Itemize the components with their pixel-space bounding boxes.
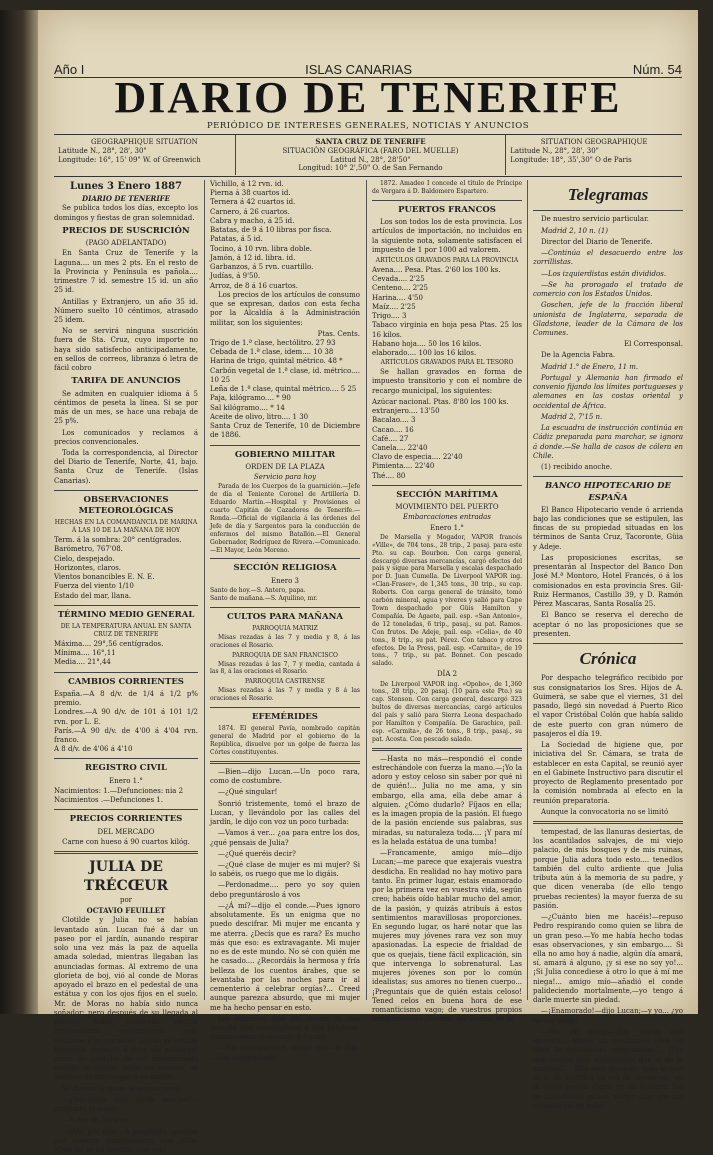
separator bbox=[533, 210, 683, 211]
banco-text: Las proposiciones escritas, se presentarán al Inspector del Banco Don José M.ª Montoro, Hotel Francés, ó á los comisionados en esta provincia Sres. Gil-Ruiz Hermanos, Castillo 39, y D. Ramón Pérez Mascaras, Santa Rosalía 25. bbox=[533, 553, 683, 609]
cronica-text: La Sociedad de higiene que, por iniciativa del Sr. Cámara, se trata de establecer en esta Capital, se reunió ayer en el Gabinete Instructivo para discutir el proyecto de Reglamento presentado por la comisión nombrada al efecto en la reunión preparatoria. bbox=[533, 741, 683, 805]
meteo-line: Fuerza del viento 1/10 bbox=[54, 582, 134, 591]
price-item: Jamón, á 12 id. libra. id. bbox=[210, 253, 296, 262]
meteo-line: Barómetro, 767'08. bbox=[54, 545, 123, 554]
year-label: Año I bbox=[54, 62, 85, 77]
geo-left-lat: Latitude N., 28°, 28', 30" bbox=[58, 146, 147, 155]
geo-left-lon: Longitude: 16°, 15' 09" W. of Greenwich bbox=[58, 155, 201, 164]
feuilleton-paragraph: Sonrió tristemente, tomó el brazo de Lucan, y llevándolo por las calles del jardín, le dijo con voz un poco turbada: bbox=[210, 799, 360, 827]
table-row: Santa Cruz de Tenerife, 10 de Diciembre de 1886. bbox=[210, 422, 360, 440]
table-row: Paja, kilógramo.... * 90 bbox=[210, 394, 291, 403]
telegram-line: Madrid 2, 10 n. (1) bbox=[541, 226, 609, 235]
term-line: Máxima.... 29°,56 centígrados. bbox=[54, 639, 164, 648]
feuilleton-paragraph: —¿Qué singular! bbox=[218, 788, 278, 797]
feuilleton-author: OCTAVIO FEUILLET bbox=[86, 906, 166, 916]
telegram-line: Madrid 1.° de Enero, 11 m. bbox=[541, 362, 639, 371]
cambio-line: Londres.—A 90 d/v. de 101 á 101 1/2 rvn. por L. E. bbox=[54, 708, 198, 726]
term-line: Media.... 21°,44 bbox=[54, 658, 111, 667]
maritima-date: Enero 1.° bbox=[430, 523, 464, 532]
meteo-line: Estado del mar, llana. bbox=[54, 591, 132, 600]
masthead-subtitle: PERIÓDICO DE INTERESES GENERALES, NOTICIAS Y ANUNCIOS bbox=[206, 121, 530, 131]
tariff-row: Centeno.... 2'25 bbox=[372, 284, 428, 293]
feuilleton-paragraph: —Bien—dijo Lucan.—Un poco rara, como de costumbre. bbox=[210, 767, 360, 786]
region-label: ISLAS CANARIAS bbox=[305, 62, 413, 77]
paper-name: DIARIO DE TENERIFE bbox=[82, 194, 170, 204]
geo-center-lat: Latitud N., 28°, 28'50" bbox=[330, 155, 411, 164]
issue-number: Núm. 54 bbox=[632, 62, 682, 77]
tariff-row: Bacalao.... 3 bbox=[372, 416, 416, 425]
subscription-text-3: No se servirá ninguna suscrición fuera de Sta. Cruz, cuyo importe no haya sido satisfecho anticipadamente, en sellos de correos, libranza ó letra de fácil cobro bbox=[54, 327, 198, 373]
telegram-line: —Los izquierdistas están divididos. bbox=[541, 269, 667, 278]
geo-left bbox=[54, 135, 236, 175]
price-item: Ternera á 42 cuartos id. bbox=[210, 198, 296, 207]
tariff-row: Cacao.... 16 bbox=[372, 425, 414, 434]
price-item: Arroz, de 8 á 16 cuartos. bbox=[210, 281, 298, 290]
feuilleton-title: JULIA DE TRÉCŒUR bbox=[83, 859, 169, 894]
tariff-row: Pimienta.... 22'40 bbox=[372, 462, 435, 471]
feuilleton-paragraph: —¡Ah! por eso... A propósito, gracias por vuestra complacencia con Julia. ¿Qué tal se ha portado con vos? bbox=[54, 1127, 198, 1155]
meteo-line: Vientos bonancibles E. N. E. bbox=[54, 573, 155, 582]
tarifa-text-2: Los comunicados y reclamos á precios convencionales. bbox=[54, 428, 198, 446]
term-sub: DE LA TEMPERATURA ANUAL EN SANTA CRUZ DE TENERIFE bbox=[60, 623, 192, 638]
subscription-text-2: Antillas y Extranjero, un año 35 id. Número suelto 10 céntimos, atrasado 25 idem. bbox=[54, 297, 198, 324]
tariff-row: Avena.... Pesa. Ptas. 2'60 los 100 ks. bbox=[372, 265, 501, 274]
table-row: Cebada de 1.ª clase, idem.... 10 38 bbox=[210, 348, 334, 357]
gobierno-heading: GOBIERNO MILITAR bbox=[234, 449, 336, 460]
maritima-sub: MOVIMIENTO DEL PUERTO bbox=[395, 503, 499, 512]
geo-right-title: SITUATION GEOGRAPHIQUE bbox=[540, 138, 648, 146]
table-row: Aceite de olivo, litro.... 1 30 bbox=[210, 412, 309, 421]
tariff-row: Clavo de especia.... 22'40 bbox=[372, 453, 463, 462]
separator bbox=[210, 607, 360, 608]
separator bbox=[533, 643, 683, 644]
price-item: Cabra y macho, á 25 id. bbox=[210, 216, 295, 225]
precios-heading: PRECIOS CORRIENTES bbox=[69, 814, 183, 825]
table-header: Ptas. Cents. bbox=[317, 329, 360, 338]
term-heading: TÉRMINO MEDIO GENERAL bbox=[57, 609, 195, 620]
registro-heading: REGISTRO CIVIL bbox=[85, 763, 167, 774]
cambio-line: París.—A 90 d/v. de 4'00 á 4'04 rvn. franco. bbox=[54, 726, 198, 744]
tarifa-text-3: Toda la correspondencia, al Director del Diario de Tenerife, Norte, 41, bajo. Santa Cruz de Tenerife. (Islas Canarias). bbox=[54, 449, 198, 485]
feuilleton-paragraph: —Vamos á ver... ¿oa para entre los dos, ¿qué pensais de Julia? bbox=[210, 829, 360, 847]
telegram-line: La escuadra de instrucción continúa en Cádiz preparada para marchar, se ignora á donde.—Se halla de casos de cólera en Chile. bbox=[533, 424, 683, 460]
publish-note: Se publica todos los días, excepto los domingos y fiestas de gran solemnidad. bbox=[54, 204, 198, 222]
maritima-sub2: Embarcaciones entradas bbox=[403, 513, 491, 522]
religiosa-date: Enero 3 bbox=[271, 576, 299, 585]
book-binding bbox=[0, 10, 38, 1014]
tariff-row: Azúcar nacional. Ptas. 8'80 los 100 ks. bbox=[372, 397, 509, 406]
geo-center-title: SITUACIÓN GEOGRÁFICA (FARO DEL MUELLE) bbox=[282, 146, 459, 155]
puertos-text-2: Se hallan gravados en forma de impuesto transitorio y con el nombre de recargo municipal, los siguientes: bbox=[372, 368, 522, 395]
registro-line: Nacimientos .—Defunciones 1. bbox=[54, 796, 163, 805]
telegram-line: —Continúa el desacuerdo entre los zorrillistas. bbox=[533, 249, 683, 267]
religiosa-heading: SECCIÓN RELIGIOSA bbox=[233, 563, 337, 574]
geo-right-lat: Latitude N., 28°, 28', 30" bbox=[510, 146, 599, 155]
tariff-row: extranjero.... 13'50 bbox=[372, 407, 440, 416]
puertos-text: Los son todos los de esta provincia. Los artículos de importación, no incluidos en la siguiente nota, solamente satisfacen el impuesto de 1 por 1000 ad valorem. bbox=[372, 218, 522, 254]
telegram-line: De nuestro servicio particular. bbox=[541, 215, 649, 224]
newspaper-page bbox=[38, 10, 698, 1155]
separator bbox=[372, 485, 522, 486]
cultos-parish: PARROQUIA MATRIZ bbox=[252, 624, 318, 632]
religiosa-line: Santo de mañana.—S. Aquilino, mr. bbox=[210, 594, 318, 602]
maritima-date-2: DÍA 2 bbox=[436, 670, 458, 679]
feuilleton-paragraph: —Hasta no más—respondió el conde estrechándole con fuerza la mano.—¡Yo la adoro y estoy celoso sin saber por qué ni de quién!... Julia no me ama, y sin embargo, ella ama, ella debe amar á alguien. ¿Cómo dudarlo? Fíjaos en ella; es la imagen propia de la pasión. El fuego de la pasión enciende sus palabras, sus miradas, su naturaleza toda.... ¡Y para mí es la helada estátua de una tumba! bbox=[372, 754, 522, 846]
feuilleton-separator bbox=[54, 851, 198, 854]
price-item: Tocino, á 10 rvn. libra doble. bbox=[210, 244, 312, 253]
separator bbox=[210, 558, 360, 559]
feuilleton-paragraph: —¡Enamorado!—dijo Lucan;—y yo... ¿yo no soy nada? bbox=[533, 1007, 683, 1025]
separator bbox=[54, 758, 198, 759]
banco-text: El Banco se reserva el derecho de aceptar ó no las proposiciones que se presenten. bbox=[533, 611, 683, 638]
military-intro: Los precios de los artículos de consumo que se expresan, dados con esta fecha por la Alcaldía á la Administración militar, son los siguientes: bbox=[210, 290, 360, 327]
column-2 bbox=[210, 180, 360, 1062]
feuilleton-paragraph: —¿Qué queréis decir? bbox=[218, 849, 296, 858]
cultos-text: Misas rezadas á las 7 y media y 8, á las oraciones el Rosario. bbox=[210, 633, 360, 649]
maritima-heading: SECCIÓN MARÍTIMA bbox=[396, 489, 498, 500]
table-row: Carbón vegetal de 1.ª clase, id. métrico.... 10 25 bbox=[210, 366, 360, 384]
column-divider-3 bbox=[527, 180, 528, 1000]
subscription-sub: (PAGO ADELANTADO) bbox=[85, 239, 167, 248]
feuilleton-separator bbox=[533, 821, 683, 824]
cambio-line: A 8 d/v. de 4'06 á 4'10 bbox=[54, 745, 133, 754]
efemerides-continued: 1872. Amadeo I concede el título de Príncipe de Vergara á D. Baldomero Espartero. bbox=[372, 180, 522, 195]
meteo-line: Cielo, despejado. bbox=[54, 554, 115, 563]
issue-date: Lunes 3 Enero 1887 bbox=[70, 181, 182, 192]
feuilleton-paragraph: —¿Á mí?—dijo el conde.—Pues ignoro absolutamente. Es un enigma que no puedo descifrar. Mi mujer me encanta y me aterra. ¿Decís que es rara? Es mucho más que eso: es extravagante. Mi mujer no es de este mundo. No sé con quién me he casado.... ¿Recordáis la hermosa y fría belleza de los cuentos árabes, que se levantaba por las noches para ir al cementerio á celebrar orgías?... Creed aunque parezca absurdo, que mi mujer me ha hecho pensar en esto. bbox=[210, 901, 360, 1012]
feuilleton-paragraph: Se dieron la mano al encontrarse. bbox=[62, 1084, 183, 1093]
feuilleton-paragraph: —No, mi amigo—dijo Moras con emoción,—tenéis mi confianza! Dios os libre de debilidades vergonzosas.... ¡Por qué conocí otro sentimiento que el de la amistad?... Ella está devuelto todo lo que se le dá, fortifica en vos de conservar; en la única pasión digna de un hombre. No os abandonaís jamás, amigo mío: vos me consolarais de todo. bbox=[533, 1027, 683, 1110]
feuilleton-paragraph: —Por consiguiente, amigo mío—le dijo,—sois desgraciado. bbox=[210, 1044, 360, 1062]
tariff-row: Café.... 27 bbox=[372, 434, 409, 443]
registro-line: Nacimientos: 1.—Defunciones: nia 2 bbox=[54, 786, 184, 795]
subscription-heading: PRECIOS DE SUSCRICIÓN bbox=[62, 225, 190, 236]
geo-right-lon: Longitude: 18°, 35',30" O de Paris bbox=[510, 155, 632, 164]
cronica-heading: Crónica bbox=[579, 649, 637, 669]
feuilleton-paragraph: —A eso de las tres bbox=[62, 1116, 128, 1125]
meteo-heading: OBSERVACIONES METEOROLÓGICAS bbox=[78, 494, 174, 517]
cambios-heading: CAMBIOS CORRIENTES bbox=[68, 676, 184, 687]
cultos-parish: PARROQUIA CASTRENSE bbox=[244, 678, 326, 686]
price-item: Garbanzos, á 5 rvn. cuartillo. bbox=[210, 263, 314, 272]
gobierno-sub2: Servicio para hoy bbox=[253, 473, 317, 482]
precios-line: Carne con hueso á 90 cuartos kilóg. bbox=[62, 837, 190, 846]
column-1 bbox=[54, 180, 198, 1155]
telegram-signature: El Corresponsal. bbox=[623, 340, 683, 349]
puertos-sub2: ARTÍCULOS GRAVADOS PARA EL TESORO bbox=[380, 359, 514, 367]
puertos-heading: PUERTOS FRANCOS bbox=[398, 204, 496, 215]
efemerides-heading: EFEMÉRIDES bbox=[252, 712, 318, 723]
cambio-line: España.—A 8 d/v. de 1/4 á 1/2 p% premio. bbox=[54, 689, 198, 708]
feuilleton-paragraph: Clotilde y Julia no se habían levantado aún. Lucan fué á dar un paseo por el jardín, aunando respirar solo una vez más la paz de aquella amada soledad, mientras llegaban las anunciadas formas. Al extremo de una glorieta de boj, vió al conde de Moras apoyado el brazo en el pedestal de una estátua y con los ojos fijos en el suelo. Mr. de Moras no había sido nunca soñador; pero después de su llegada al palacio había mostrado ciertas inclinaciones melancólicas muy extrañas á su carácter. Lucan se estaba tranquilo respecto á esto; sin embargo, como no gustaba de ser importunado cuando el mismo tenía un secreto, se abstuvo de interrogar á su amigo. bbox=[54, 916, 198, 1082]
tariff-row: Habano hoja.... 50 los 16 kilos. bbox=[372, 339, 482, 348]
separator bbox=[372, 200, 522, 201]
column-4 bbox=[533, 180, 683, 1110]
telegram-line: Madrid 2, 7'15 n. bbox=[541, 412, 603, 421]
registro-date: Enero 1.° bbox=[109, 776, 143, 785]
tarifa-heading: TARIFA DE ANUNCIOS bbox=[71, 376, 181, 387]
price-item: Pierna á 38 cuartos id. bbox=[210, 189, 291, 198]
meteo-sub: HECHAS EN LA COMANDANCIA DE MARINA Á LAS 10 DE LA MAÑANA DE HOY bbox=[54, 519, 198, 535]
feuilleton-paragraph: Los extraños ojos del conde, la risa forzada que acompañaba á sus palabras, conmovieron vivamente á Lucan. bbox=[210, 1014, 360, 1042]
price-item: Vichillo, á 12 rvn. id. bbox=[210, 180, 284, 188]
price-item: Carnero, á 26 cuartos. bbox=[210, 207, 290, 216]
table-row: Sal kilógramo.... * 14 bbox=[210, 403, 285, 412]
gobierno-text: Parada de los Cuerpos de la guarnición.—Jefe de día el Teniente Coronel de Artillería D. Eduardo Martín.—Hospital y Provisiones el cuarto Capitán de Cazadores de Tenerife.—Ronda.—Oficial de vigilancia á las órdenes del Jefe de día y Sargentos para la conducción de enfermos del mismo Batallón.—El General Gobernador, Rodríguez de Rivera.—Comunicado.—El Mayor, León Moreno. bbox=[210, 483, 360, 554]
table-row: Leña de 1.ª clase, quintal métrico.... 5 25 bbox=[210, 385, 357, 394]
precios-sub: DEL MERCADO bbox=[97, 827, 155, 836]
tariff-row: elaborado.... 100 los 16 kilos. bbox=[372, 348, 477, 357]
feuilleton-paragraph: —Francamente, amigo mío—dijo Lucan;—me parece que exajerais vuestra desdicha. En realidad no hay motivo para tanto. En primer lugar, estais enamorado por la primera vez en vuestra vida, según creo; habéis oído hablar mucho del amor, de la pasión, y quizás atribuís á estos sentimientos maravillosas proporciones. En segundo lugar, os haré notar que las mujeres muy jóvenes rara vez son muy apasionadas. La especie de frialdad de que os quejais, tiene fácil explicación, sin que intervenga lo sobrenatural. Las mujeres jóvenes son por lo común idealistas; sus amores no tienen cuerpo... ¡Preguntais que de quién estais celoso! Tened celos en buena hora de ese romanticismo vago; de vuestros propios imaginaciones jóvenes, del viento, de la bbox=[372, 849, 522, 1024]
meteo-line: Horizontes, claros. bbox=[54, 563, 122, 572]
feuilleton-paragraph: tempestad, de las llanuras desiertas, de los acantilados salvajes, de mi viejo palacio, de mis bosques y de mis ruinas, porque Julia adora todo esto.... tenedlos también del culto ardiente que Julia tributa aún á la memoria de su padre, y que dicen veneraba (de ello tengo pruebas recientes) la mayor fuerza de su pasión. bbox=[533, 827, 683, 910]
geo-left-title: GEOGRAPHIQUE SITUATION bbox=[90, 138, 198, 146]
efemerides-text: 1874. El general Pavía, nombrado capitán general de Madrid por el gobierno de la República, disuelve por un golpe de fuerza las Córtes constituyentes. bbox=[210, 725, 360, 756]
telegram-line: —Se ha prorogado el tratado de comercio con los Estados Unidos. bbox=[533, 280, 683, 299]
price-item: Patatas, á 5 id. bbox=[210, 235, 263, 244]
separator bbox=[210, 445, 360, 446]
separator bbox=[54, 809, 198, 810]
price-item: Batatas, de 9 á 10 libras por fisca. bbox=[210, 226, 332, 235]
tariff-row: Cevada.... 2'25 bbox=[372, 275, 425, 284]
telegram-line: De la Agencia Fabra. bbox=[541, 351, 616, 360]
cultos-text: Misas rezadas á las 7 y media y 8 á las oraciones el Rosario. bbox=[210, 687, 360, 703]
telegram-line: Goschen, jefe de la fracción liberal unionista de Inglaterra, separada de Gladstone, leader de la Cámara de los Comunes. bbox=[533, 301, 683, 338]
feuilleton-paragraph: —¿Qué clase de mujer es mi mujer? Si lo sabéis, os ruego que me lo digáis. bbox=[210, 861, 360, 879]
meteo-line: Term. á la sombra: 20° centígrados. bbox=[54, 536, 182, 545]
tariff-row: Thé.... 80 bbox=[372, 471, 406, 480]
subscription-text-1: En Santa Cruz de Tenerife y la Laguna.... un mes 2 pts. En el resto de la Provincia y Península es pañola.... trimestre 7 id. semestre 15 id. un año 25 id. bbox=[54, 249, 198, 295]
telegramas-heading: Telegramas bbox=[567, 185, 649, 204]
telegram-line: Director del Diario de Tenerife. bbox=[541, 237, 653, 246]
cronica-text: Aunque la convocatoria no se limitó bbox=[541, 807, 669, 816]
banco-heading: BANCO HIPOTECARIO DE ESPAÑA bbox=[545, 481, 671, 503]
column-divider-2 bbox=[366, 180, 367, 1000]
separator bbox=[54, 672, 198, 673]
feuilleton-por: por bbox=[119, 895, 133, 904]
geo-right bbox=[506, 135, 682, 175]
banco-text: El Banco Hipotecario vende ó arrienda bajo las condiciones que se estipulen, las fincas de su propiedad situadas en los términos de Santa Cruz, Tacoronte, Güia y Adeje. bbox=[533, 505, 683, 551]
feuilleton-paragraph: —¿Cuánto bien me hacéis!—repuso Pedro respirando como quien se libra de un gran peso.—Yo me había hecho todas esas observaciones, y sin embargo.... Si ella no amo hoy á nadie, algún día amará, sí, amará á alguno, ¡y si ese no soy yo!... ¡Si Julia concediese á otro lo que á mí me niega!... amigo mío—añadió el conde palideciendo mortalmente,—yo tengo á darle muerte sin piedad. bbox=[533, 913, 683, 1005]
gobierno-sub: ORDEN DE LA PLAZA bbox=[245, 462, 325, 471]
term-line: Mínima.... 16°,11 bbox=[54, 649, 116, 658]
separator bbox=[54, 605, 198, 606]
maritima-text-2: De Liverpool VAPOR ing. «Opobo», de 1,360 tons., 28 trip., 20 pasaj. (10 para este Pto.) su cap. Stenson. Con carga general, descargó 323 bultos de diversas mercancías, cargó artículos del país y salió para Sierra Leona despachado por Hamilton y Compañía. De Garachico, pail. esp. «Carmita», de 26 tons., 8 trip., pasaj., su pat. Acosta. Con pescado salado. bbox=[372, 680, 522, 743]
tariff-row: Tabaco virginia en hoja pesa Ptas. 25 los 16 kilos. bbox=[372, 321, 522, 339]
cultos-parish: PARROQUIA DE SAN FRANCISCO bbox=[232, 651, 338, 659]
feuilleton-separator bbox=[372, 748, 522, 751]
telegram-note: (1) recibido anoche. bbox=[541, 463, 613, 472]
separator bbox=[210, 707, 360, 708]
tariff-row: Trigo.... 3 bbox=[372, 312, 407, 321]
table-row: Harina de trigo, quintal métrico. 48 * bbox=[210, 357, 343, 366]
religiosa-line: Santo de hoy.—S. Antero, papa. bbox=[210, 586, 306, 594]
masthead-title: DIARIO DE TENERIFE bbox=[114, 73, 622, 122]
feuilleton-separator bbox=[210, 761, 360, 764]
cultos-text: Misas rezadas á las 7, 7 y media, cantada á las 8, á las oraciones el Rosario. bbox=[210, 660, 360, 676]
maritima-text: De Marsella y Mogador, VAPOR francés «Ville», de 704 tons., 28 trip., 2 pasaj. para este Pto. su cap. Bourbon. Con carga general, descargó diversas mercancías, cargó efectos del país y sigue para Marsella y escalas despachado por D. Juan Cumella. De Liverpool VAPOR ing. «Clan-Fraser», de 1,345 tons., 30 trip., su cap. Roberts. Con carga general de tránsito, tomó carbón mineral, agua y víveres y salió para Cape Town despachado por Güis Hamilton y Compañía. De Agaete, pail. esp. «San Antonio», de 12 toneladas, 6 trip., pasaj., su pat. Ramos. Con frutos. De Adeje, pail. esp. «Celia», de 40 tons., 8 trip., su pat. Pérez. Con tabaco y otros efectos. De la Press, pail. esp. «Carmita», de 19 tons., 7 trip., su pat. Bonnet. Con pescado salado. bbox=[372, 533, 522, 668]
tarifa-text-1: Se admiten en cualquier idioma á 5 céntimos de peseta la línea. Si se por más de un mes, se hace una rebaja de 25 p%. bbox=[54, 389, 198, 426]
geo-center-city: SANTA CRUZ DE TENERIFE bbox=[315, 137, 426, 146]
cronica-text: Por despacho telegráfico recibido por sus consignatarios los Sres. Hijos de A. Guimerá, se sabe que el viernes, 31 del pasado, llegó sin novedad á Puerto Rico el vapor Cristóbal Colón que había salido de este puerto con gran número de pasajeros el día 19. bbox=[533, 674, 683, 738]
table-row: Trigo de 1.ª clase, hectólitro. 27 93 bbox=[210, 338, 336, 347]
geo-center-lon: Longitud: 10° 2',50" O. de San Fernando bbox=[298, 164, 443, 173]
telegram-line: Portugal y Alemania han firmado el convenio fijando los límites portugueses y alemanes en las costas oriental y occidental de África. bbox=[533, 373, 683, 410]
geo-center bbox=[236, 135, 507, 175]
tariff-row: Harina.... 4'50 bbox=[372, 293, 423, 302]
column-divider-1 bbox=[204, 180, 205, 1000]
price-item: Judías, á 9'50. bbox=[210, 272, 261, 281]
feuilleton-paragraph: —Perdonadme.... pero yo soy quien debo preguntároslo á vos bbox=[210, 881, 360, 899]
cultos-heading: CULTOS PARA MAÑANA bbox=[226, 611, 343, 622]
feuilleton-paragraph: —¿Volvisteis muy tarde anoche?—preguntó el conde. bbox=[54, 1095, 198, 1114]
separator bbox=[533, 476, 683, 477]
separator bbox=[54, 490, 198, 491]
geo-info-bar bbox=[54, 135, 682, 175]
tariff-row: Maíz.... 2'25 bbox=[372, 302, 416, 311]
info-rule-bottom bbox=[54, 176, 682, 177]
puertos-sub: ARTÍCULOS GRAVADOS PARA LA PROVINCIA bbox=[375, 256, 519, 264]
column-3 bbox=[372, 180, 522, 1024]
tariff-row: Canela.... 22'40 bbox=[372, 444, 428, 452]
